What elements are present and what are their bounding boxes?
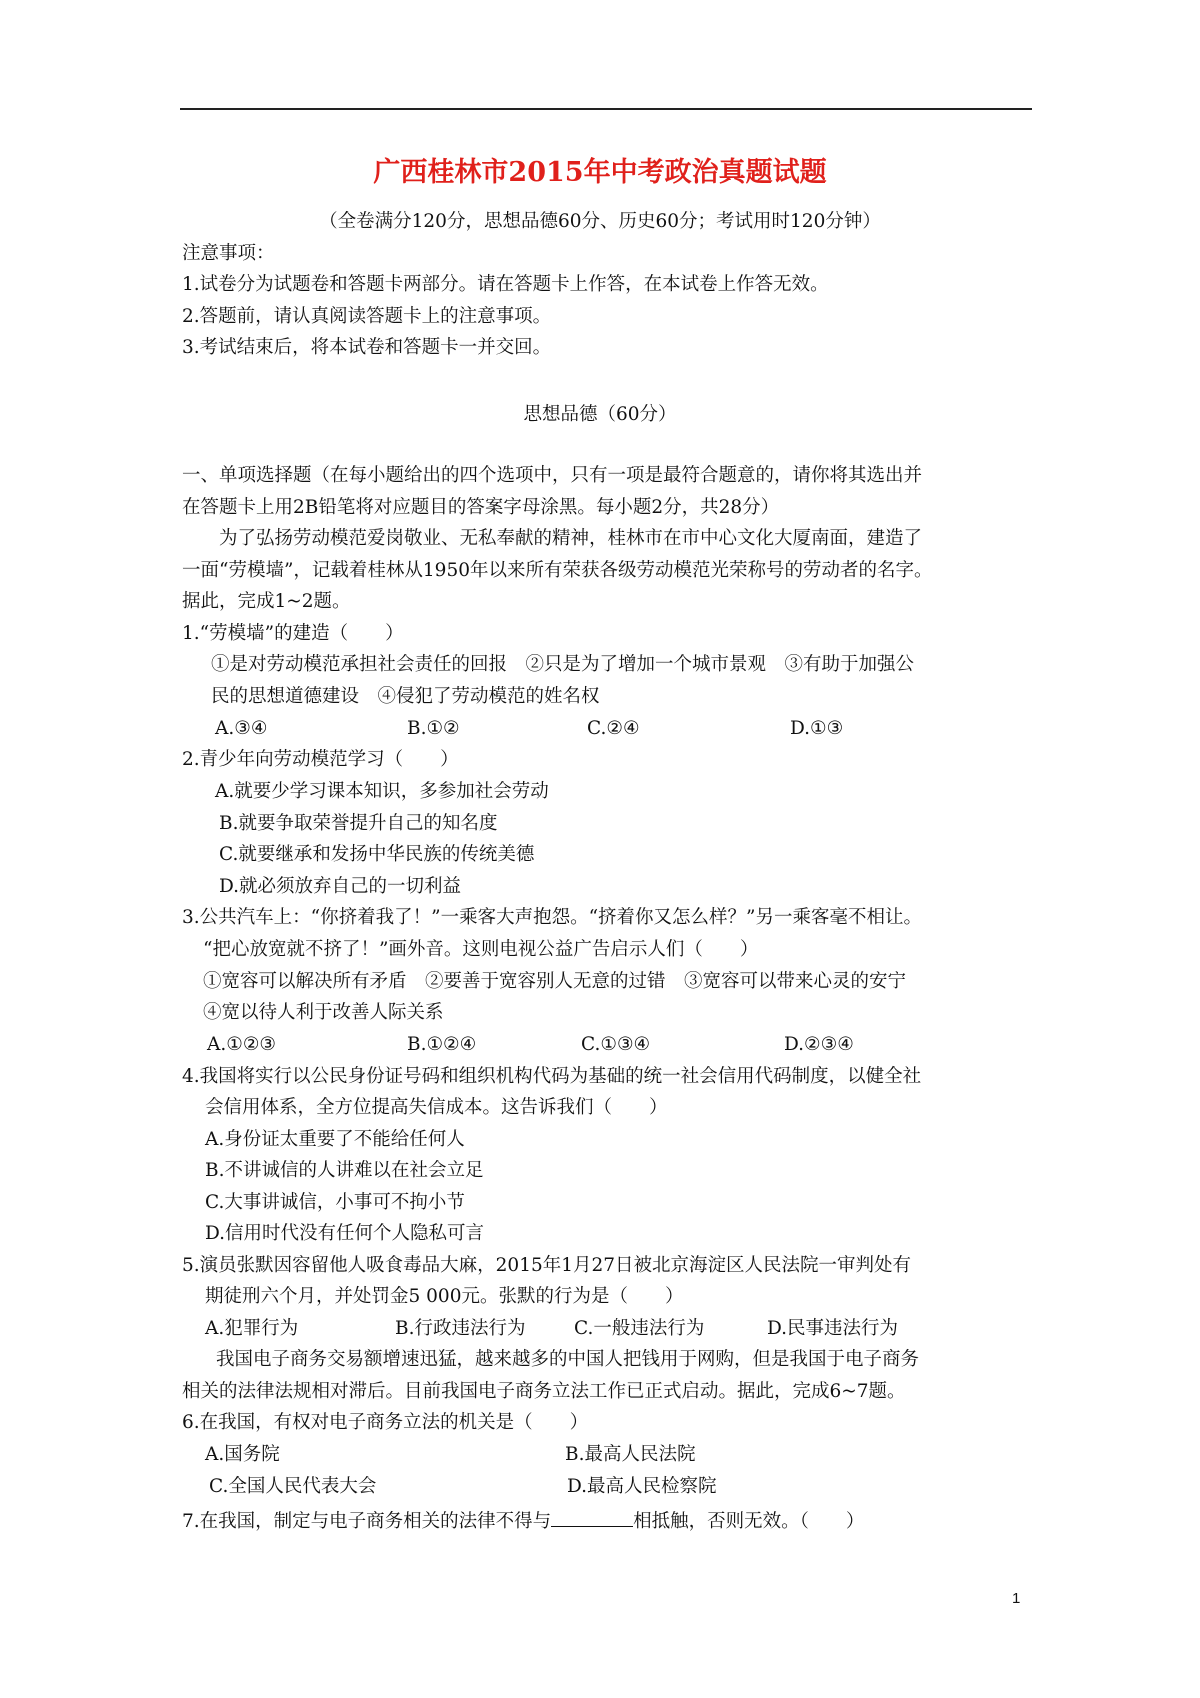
part-intro: 在答题卡上用2B铅笔将对应题目的答案字母涂黑。每小题2分，共28分） [182,497,780,518]
option-d: D.①③ [790,718,844,739]
section-heading: 思想品德（60分） [523,404,677,425]
question-stem-pre: 7.在我国，制定与电子商务相关的法律不得与 [182,1511,552,1532]
question-stem: 6.在我国，有权对电子商务立法的机关是（ ） [182,1412,589,1433]
question-stem [182,1506,864,1534]
option-b: B.不讲诚信的人讲难以在社会立足 [205,1160,484,1181]
question-stem: 1.“劳模墙”的建造（ ） [182,623,404,644]
option-c: C.就要继承和发扬中华民族的传统美德 [219,844,535,865]
fill-blank [551,1506,633,1527]
option-b: B.行政违法行为 [395,1318,526,1339]
option-c: C.一般违法行为 [574,1318,705,1339]
question-stem: 3.公共汽车上：“你挤着我了！”一乘客大声抱怨。“挤着你又怎么样？”另一乘客毫不相让。 [182,907,922,928]
option-a: A.①②③ [207,1034,276,1055]
option-c: C.大事讲诚信，小事可不拘小节 [205,1192,465,1213]
option-d: D.②③④ [784,1034,854,1055]
option-b: B.①②④ [407,1034,477,1055]
question-statement: ①宽容可以解决所有矛盾 ②要善于宽容别人无意的过错 ③宽容可以带来心灵的安宁 [203,971,907,992]
material-text: 我国电子商务交易额增速迅猛，越来越多的中国人把钱用于网购，但是我国于电子商务 [216,1349,920,1370]
option-a: A.国务院 [205,1444,280,1465]
notice-item: 3.考试结束后，将本试卷和答题卡一并交回。 [182,337,552,358]
question-stem: “把心放宽就不挤了！”画外音。这则电视公益广告启示人们（ ） [203,939,759,960]
option-d: D.民事违法行为 [767,1318,899,1339]
option-b: B.最高人民法院 [565,1444,696,1465]
option-d: D.最高人民检察院 [567,1476,717,1497]
option-a: A.就要少学习课本知识，多参加社会劳动 [215,781,549,802]
option-a: A.身份证太重要了不能给任何人 [205,1129,465,1150]
option-a: A.③④ [215,718,268,739]
exam-subtitle: （全卷满分120分，思想品德60分、历史60分；考试用时120分钟） [319,211,881,232]
part-intro: 一、单项选择题（在每小题给出的四个选项中，只有一项是最符合题意的，请你将其选出并 [182,465,923,486]
question-statement: ①是对劳动模范承担社会责任的回报 ②只是为了增加一个城市景观 ③有助于加强公 [211,654,915,675]
material-text: 相关的法律法规相对滞后。目前我国电子商务立法工作已正式启动。据此，完成6~7题。 [182,1381,906,1402]
material-text: 一面“劳模墙”，记载着桂林从1950年以来所有荣获各级劳动模范光荣称号的劳动者的名字。 [182,560,933,581]
page-number: 1 [1012,1590,1021,1607]
question-stem: 会信用体系，全方位提高失信成本。这告诉我们（ ） [205,1097,668,1118]
question-stem-post: 相抵触，否则无效。（ ） [633,1511,865,1532]
option-a: A.犯罪行为 [205,1318,299,1339]
option-b: B.就要争取荣誉提升自己的知名度 [219,813,498,834]
material-text: 为了弘扬劳动模范爱岗敬业、无私奉献的精神，桂林市在市中心文化大厦南面，建造了 [219,528,923,549]
option-c: C.全国人民代表大会 [209,1476,377,1497]
notice-item: 1.试卷分为试题卷和答题卡两部分。请在答题卡上作答，在本试卷上作答无效。 [182,274,829,295]
exam-title: 广西桂林市2015年中考政治真题试题 [373,157,827,188]
question-stem: 5.演员张默因容留他人吸食毒品大麻，2015年1月27日被北京海淀区人民法院一审判处有 [182,1255,912,1276]
header-rule [180,108,1032,110]
question-stem: 4.我国将实行以公民身份证号码和组织机构代码为基础的统一社会信用代码制度，以健全社 [182,1066,922,1087]
option-b: B.①② [407,718,460,739]
notice-heading: 注意事项： [182,243,275,264]
option-d: D.信用时代没有任何个人隐私可言 [205,1223,485,1244]
notice-item: 2.答题前，请认真阅读答题卡上的注意事项。 [182,306,552,327]
question-stem: 2.青少年向劳动模范学习（ ） [182,749,459,770]
question-statement: 民的思想道德建设 ④侵犯了劳动模范的姓名权 [211,686,600,707]
option-c: C.②④ [587,718,640,739]
question-statement: ④宽以待人利于改善人际关系 [203,1002,444,1023]
option-c: C.①③④ [581,1034,651,1055]
material-text: 据此，完成1~2题。 [182,591,351,612]
question-stem: 期徒刑六个月，并处罚金5 000元。张默的行为是（ ） [205,1286,684,1307]
option-d: D.就必须放弃自己的一切利益 [219,876,462,897]
